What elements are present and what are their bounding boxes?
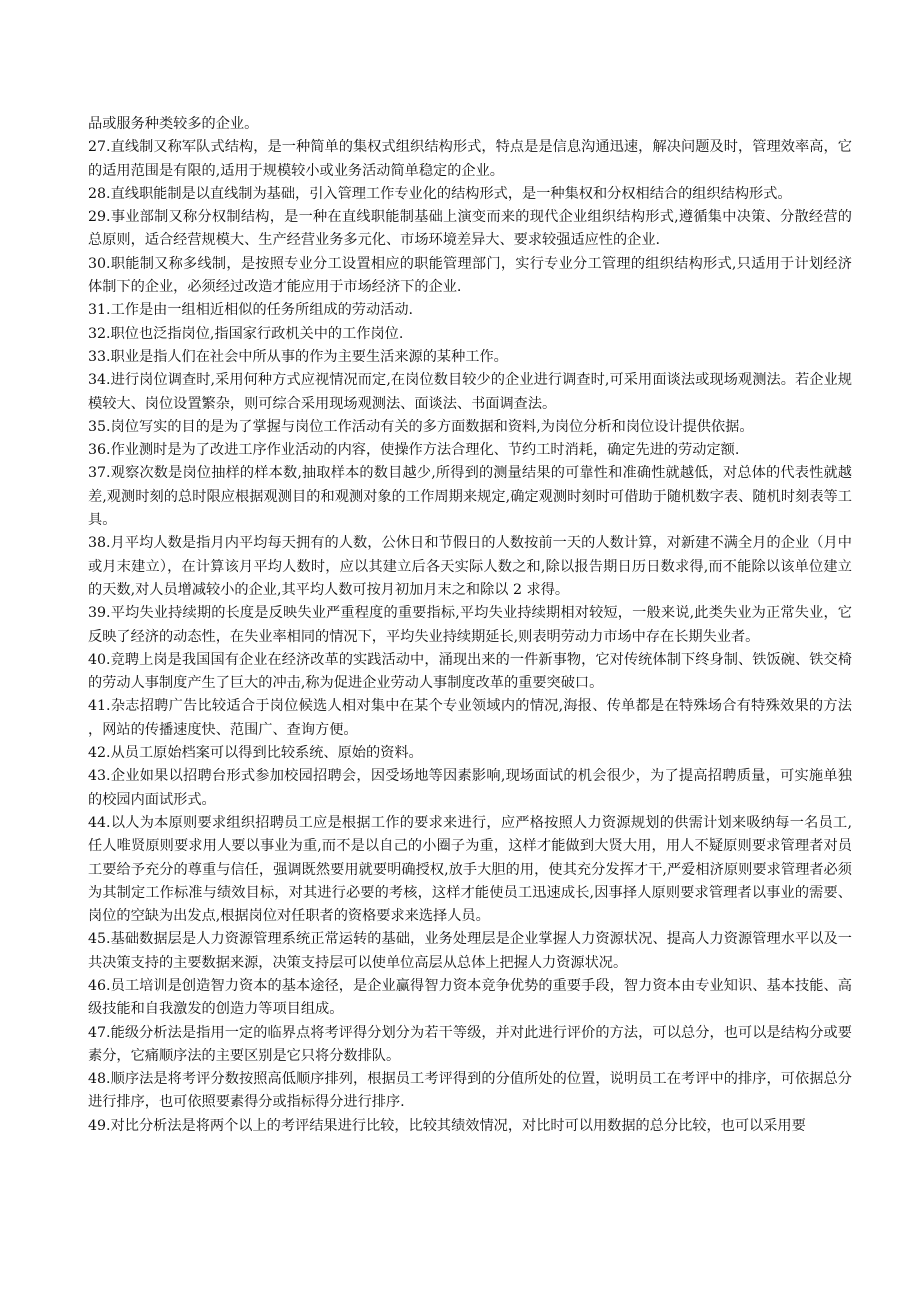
paragraph-item-34: 34.进行岗位调查时,采用何种方式应视情况而定,在岗位数目较少的企业进行调查时,可采用面谈法或现场观测法。若企业规模较大、岗位设置繁杂，则可综合采用现场观测法、面谈法、书面调查法。	[88, 372, 852, 412]
paragraph-item-48: 48.顺序法是将考评分数按照高低顺序排列，根据员工考评得到的分值所处的位置，说明员工在考评中的排序，可依据总分进行排序，也可依照要素得分或指标得分进行排序.	[88, 1071, 852, 1111]
paragraph-item-35: 35.岗位写实的目的是为了掌握与岗位工作活动有关的多方面数据和资料,为岗位分析和岗位设计提供依据。	[88, 418, 754, 435]
paragraph-item-36: 36.作业测时是为了改进工序作业活动的内容，使操作方法合理化、节约工时消耗，确定先进的劳动定额.	[88, 442, 740, 459]
paragraph-item-45: 45.基础数据层是人力资源管理系统正常运转的基础，业务处理层是企业掌握人力资源状况、提高人力资源管理水平以及一共决策支持的主要数据来源，决策支持层可以使单位高层从总体上把握人力资源状况。	[88, 931, 852, 971]
paragraph-item-49: 49.对比分析法是将两个以上的考评结果进行比较，比较其绩效情况，对比时可以用数据的总分比较，也可以采用要	[88, 1117, 806, 1134]
paragraph-item-42: 42.从员工原始档案可以得到比较系统、原始的资料。	[88, 745, 423, 762]
paragraph-item-33: 33.职业是指人们在社会中所从事的作为主要生活来源的某种工作。	[88, 348, 508, 365]
paragraph-item-29: 29.事业部制又称分权制结构，是一种在直线职能制基础上演变而来的现代企业组织结构形式,遵循集中决策、分散经营的总原则，适合经营规模大、生产经营业务多元化、市场环境差异大、要求较强适应性的企业.	[88, 209, 852, 249]
paragraph-item-41: 41.杂志招聘广告比较适合于岗位候选人相对集中在某个专业领域内的情况,海报、传单都是在特殊场合有特殊效果的方法，网站的传播速度快、范围广、查询方便。	[88, 698, 852, 738]
paragraph-item-30: 30.职能制又称多线制，是按照专业分工设置相应的职能管理部门，实行专业分工管理的组织结构形式,只适用于计划经济体制下的企业，必须经过改造才能应用于市场经济下的企业.	[88, 255, 852, 296]
paragraph-item-28: 28.直线职能制是以直线制为基础，引入管理工作专业化的结构形式，是一种集权和分权相结合的组织结构形式。	[88, 185, 792, 202]
document-body	[88, 113, 852, 1138]
paragraph-item-44: 44.以人为本原则要求组织招聘员工应是根据工作的要求来进行，应严格按照人力资源规划的供需计划来吸纳每一名员工,任人唯贤原则要求用人要以事业为重,而不是以自己的小圈子为重，这样才能做到大贤大用，用人不疑原则要求管理者对员工要给予充分的尊重与信任，强调既然要用就要明确授权,放手大胆的用，使其充分发挥才干,严爱相济原则要求管理者必须为其制定工作标准与绩效目标，对其进行必要的考核，这样才能使员工迅速成长,因事择人原则要求管理者以事业的需要、岗位的空缺为出发点,根据岗位对任职者的资格要求来选择人员。	[88, 814, 852, 925]
paragraph-item-37: 37.观察次数是岗位抽样的样本数,抽取样本的数目越少,所得到的测量结果的可靠性和准确性就越低，对总体的代表性就越差,观测时刻的总时限应根据观测目的和观测对象的工作周期来规定,确定观测时刻时可借助于随机数字表、随机时刻表等工具。	[88, 465, 852, 529]
paragraph-item-46: 46.员工培训是创造智力资本的基本途径，是企业赢得智力资本竞争优势的重要手段，智力资本由专业知识、基本技能、高级技能和自我激发的创造力等项目组成。	[88, 977, 852, 1018]
paragraph-item-32: 32.职位也泛指岗位,指国家行政机关中的工作岗位.	[88, 325, 404, 342]
paragraph-item-27: 27.直线制又称军队式结构，是一种简单的集权式组织结构形式，特点是是信息沟通迅速，解决问题及时，管理效率高，它的适用范围是有限的,适用于规模较小或业务活动简单稳定的企业。	[88, 139, 852, 179]
paragraph-item-31: 31.工作是由一组相近相似的任务所组成的劳动活动.	[88, 302, 414, 319]
paragraph-continuation: 品或服务种类较多的企业。	[88, 116, 259, 132]
paragraph-item-40: 40.竞聘上岗是我国国有企业在经济改革的实践活动中，涌现出来的一件新事物，它对传统体制下终身制、铁饭碗、铁交椅的劳动人事制度产生了巨大的冲击,称为促进企业劳动人事制度改革的重要突破口。	[88, 651, 852, 692]
paragraph-item-39: 39.平均失业持续期的长度是反映失业严重程度的重要指标,平均失业持续期相对较短，一般来说,此类失业为正常失业，它反映了经济的动态性，在失业率相同的情况下，平均失业持续期延长,则表明劳动力市场中存在长期失业者。	[88, 605, 852, 645]
paragraph-item-43: 43.企业如果以招聘台形式参加校园招聘会，因受场地等因素影响,现场面试的机会很少，为了提高招聘质量，可实施单独的校园内面试形式。	[88, 768, 852, 808]
paragraph-item-47: 47.能级分析法是指用一定的临界点将考评得分划分为若干等级，并对此进行评价的方法，可以总分，也可以是结构分或要素分，它痛顺序法的主要区别是它只将分数排队。	[88, 1024, 852, 1064]
paragraph-item-38: 38.月平均人数是指月内平均每天拥有的人数，公休日和节假日的人数按前一天的人数计算，对新建不满全月的企业（月中或月末建立），在计算该月平均人数时，应以其建立后各天实际人数之和,除以报告期日历日数求得,而不能除以该单位建立的天数,对人员增减较小的企业,其平均人数可按月初加月末之和除以 2 求得。	[88, 535, 852, 598]
